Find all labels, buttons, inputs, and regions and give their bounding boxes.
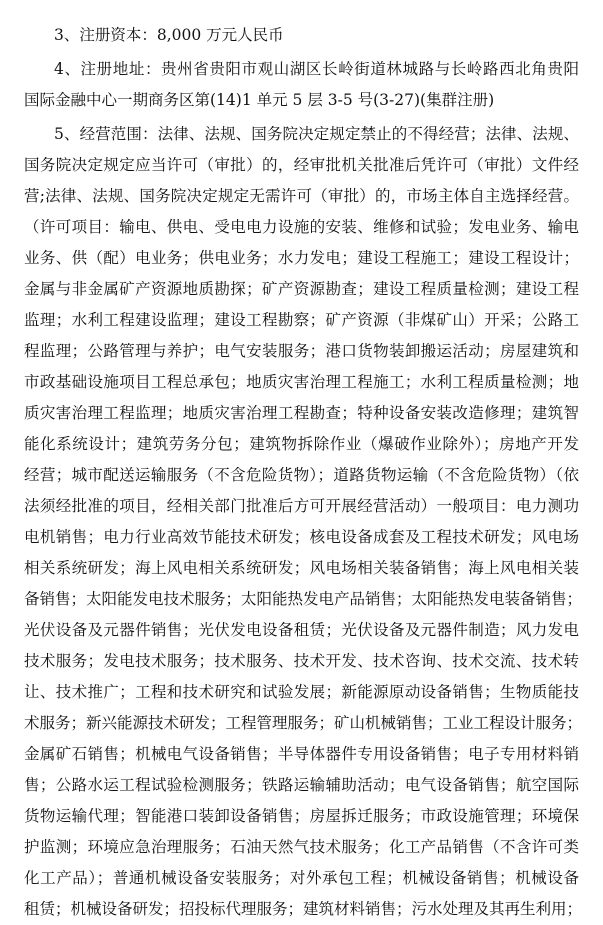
business-scope-line: 营;法律、法规、国务院决定规定无需许可（审批）的，市场主体自主选择经营。 <box>24 187 579 205</box>
business-scope-line: 化工产品）；普通机械设备安装服务；对外承包工程；机械设备销售；机械设备 <box>24 869 579 887</box>
business-scope-line: 金属与非金属矿产资源地质勘探；矿产资源勘查；建设工程质量检测；建设工程 <box>24 280 579 298</box>
business-scope-line: 货物运输代理；智能港口装卸设备销售；房屋拆迁服务；市政设施管理；环境保 <box>24 807 579 825</box>
business-scope-line: 相关系统研发；海上风电相关系统研发；风电场相关装备销售；海上风电相关装 <box>24 559 579 577</box>
registered-capital-line: 3、注册资本：8,000 万元人民币 <box>54 26 284 44</box>
business-scope-line: 电机销售；电力行业高效节能技术研发；核电设备成套及工程技术研发；风电场 <box>24 528 579 546</box>
business-scope-line: 市政基础设施项目工程总承包；地质灾害治理工程施工；水利工程质量检测；地 <box>24 373 579 391</box>
business-scope-line: 业务、供（配）电业务；供电业务；水力发电；建设工程施工；建设工程设计； <box>24 249 579 267</box>
business-scope-line: 售；公路水运工程试验检测服务；铁路运输辅助活动；电气设备销售；航空国际 <box>24 776 579 794</box>
business-scope-line: 法须经批准的项目，经相关部门批准后方可开展经营活动）一般项目：电力测功 <box>24 497 579 515</box>
business-scope-line: （许可项目：输电、供电、受电电力设施的安装、维修和试验；发电业务、输电 <box>24 218 579 236</box>
business-scope-line: 让、技术推广；工程和技术研究和试验发展；新能源原动设备销售；生物质能技 <box>24 683 579 701</box>
business-scope-line: 光伏设备及元器件销售；光伏发电设备租赁；光伏设备及元器件制造；风力发电 <box>24 621 579 639</box>
business-scope-line: 租赁；机械设备研发；招投标代理服务；建筑材料销售；污水处理及其再生利用； <box>24 900 583 918</box>
business-scope-line: 术服务；新兴能源技术研发；工程管理服务；矿山机械销售；工业工程设计服务； <box>24 714 583 732</box>
business-scope-line: 5、经营范围：法律、法规、国务院决定规定禁止的不得经营；法律、法规、 <box>54 125 579 143</box>
business-scope-line: 监理；水利工程建设监理；建设工程勘察；矿产资源（非煤矿山）开采；公路工 <box>24 311 579 329</box>
business-scope-line: 技术服务；发电技术服务；技术服务、技术开发、技术咨询、技术交流、技术转 <box>24 652 579 670</box>
business-scope-line: 护监测；环境应急治理服务；石油天然气技术服务；化工产品销售（不含许可类 <box>24 838 579 856</box>
business-scope-line: 质灾害治理工程监理；地质灾害治理工程勘查；特种设备安装改造修理；建筑智 <box>24 404 579 422</box>
business-scope-line: 经营；城市配送运输服务（不含危险货物）；道路货物运输（不含危险货物）（依 <box>24 466 579 484</box>
registered-address-line-continued: 国际金融中心一期商务区第(14)1 单元 5 层 3-5 号(3-27)(集群注册) <box>24 91 495 109</box>
business-scope-line: 备销售；太阳能发电技术服务；太阳能热发电产品销售；太阳能热发电装备销售； <box>24 590 583 608</box>
business-scope-line: 国务院决定规定应当许可（审批）的，经审批机关批准后凭许可（审批）文件经 <box>24 156 579 174</box>
registered-address-line: 4、注册地址：贵州省贵阳市观山湖区长岭街道林城路与长岭路西北角贵阳 <box>54 60 579 78</box>
business-scope-line: 能化系统设计；建筑劳务分包；建筑物拆除作业（爆破作业除外）；房地产开发 <box>24 435 579 453</box>
business-scope-line: 程监理；公路管理与养护；电气安装服务；港口货物装卸搬运活动；房屋建筑和 <box>24 342 579 360</box>
business-scope-line: 金属矿石销售；机械电气设备销售；半导体器件专用设备销售；电子专用材料销 <box>24 745 579 763</box>
